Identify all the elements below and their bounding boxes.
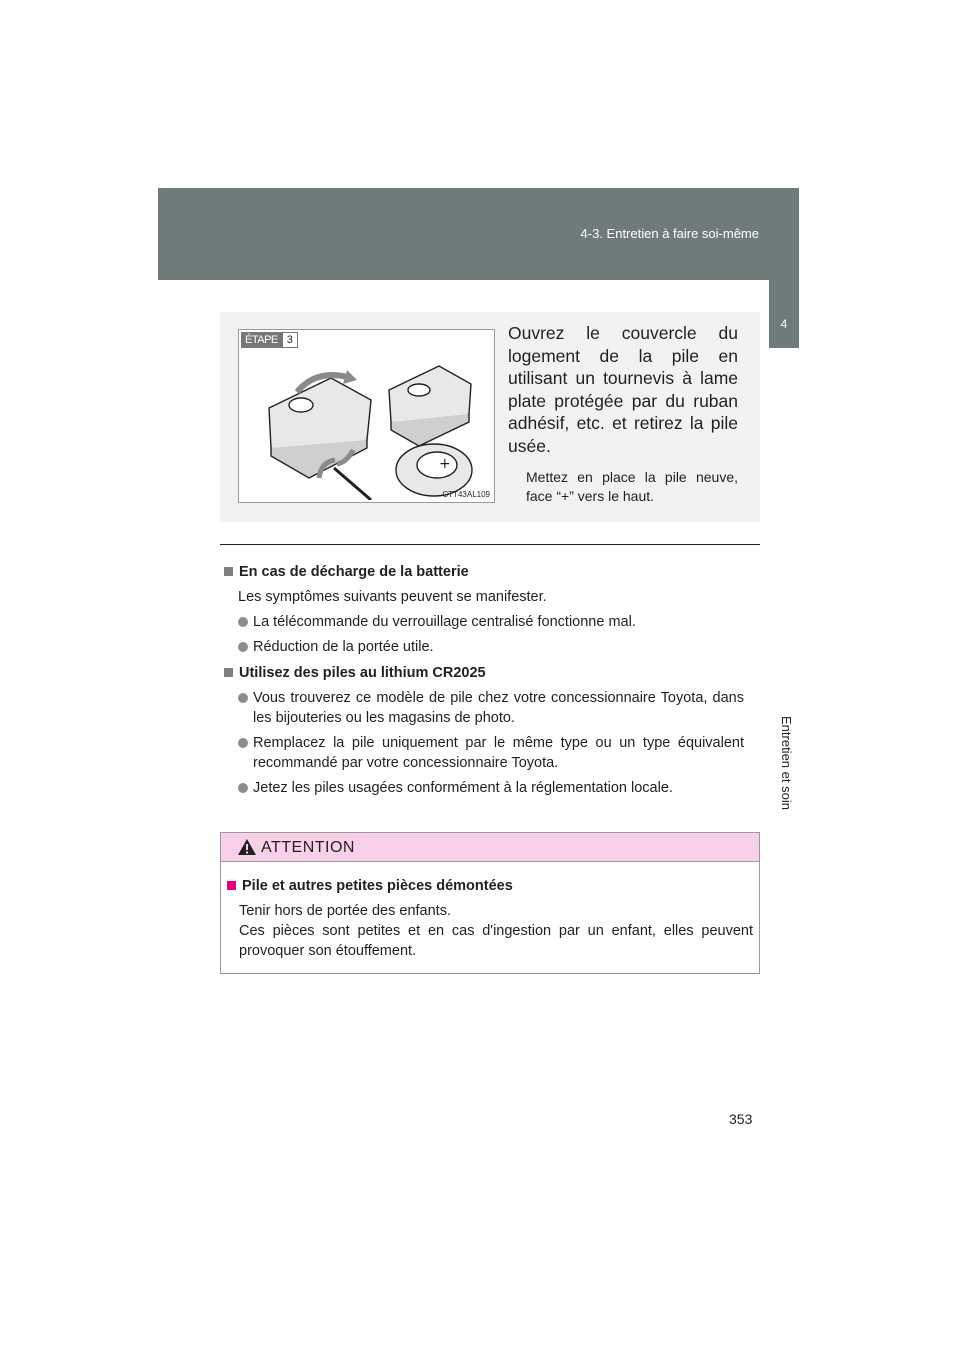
pink-square-icon [227,881,236,890]
bullet-icon [238,617,248,627]
step-badge-number: 3 [282,332,298,348]
warning-header [221,833,759,862]
step-note: Mettez en place la pile neuve, face “+” vers le haut. [526,469,738,504]
warning-heading: Pile et autres petites pièces démontées [227,876,753,896]
list-item: Réduction de la portée utile. [224,637,744,657]
step-badge-label: ÉTAPE [241,332,282,348]
bullet-icon [238,693,248,703]
section-header [158,188,799,280]
bullet-icon [238,642,248,652]
section-heading: En cas de décharge de la batterie [224,562,744,582]
list-item: Vous trouverez ce modèle de pile chez votre concessionnaire Toyota, dans les bijouteries ou les magasins de photo. [224,688,744,728]
warning-text: Tenir hors de portée des enfants. Ces pièces sont petites et en cas d'ingestion par un enfant, elles peuvent provoquer son étouffement. [239,903,753,959]
warning-box [220,832,760,974]
step-instruction: Ouvrez le couvercle du logement de la pile en utilisant un tournevis à lame plate protégée par du ruban adhésif, etc. et retirez la pile usée. [508,323,738,456]
figure-code: CTT43AL109 [442,490,490,499]
svg-text:+: + [439,456,451,472]
info-content [224,562,744,798]
list-item: Jetez les piles usagées conformément à la réglementation locale. [224,778,744,798]
paragraph: Les symptômes suivants peuvent se manifester. [238,589,547,605]
list-item: La télécommande du verrouillage centralisé fonctionne mal. [224,612,744,632]
list-item: Remplacez la pile uniquement par le même type ou un type équivalent recommandé par votre concessionnaire Toyota. [224,733,744,773]
page-number: 353 [729,1111,753,1127]
section-heading: Utilisez des piles au lithium CR2025 [224,663,744,683]
chapter-tab [769,280,799,348]
divider [220,544,760,545]
bullet-icon [238,738,248,748]
key-illustration [238,329,495,503]
step-panel [220,312,760,522]
chapter-label: Entretien et soin [779,716,794,810]
warning-triangle-icon [237,838,257,856]
square-bullet-icon [224,567,233,576]
section-title: 4-3. Entretien à faire soi-même [580,226,759,241]
square-bullet-icon [224,668,233,677]
warning-body [221,862,759,961]
step-badge [241,332,298,348]
chapter-number: 4 [780,317,788,331]
remote-key-drawing [239,350,492,500]
warning-title: ATTENTION [261,839,355,856]
bullet-icon [238,783,248,793]
